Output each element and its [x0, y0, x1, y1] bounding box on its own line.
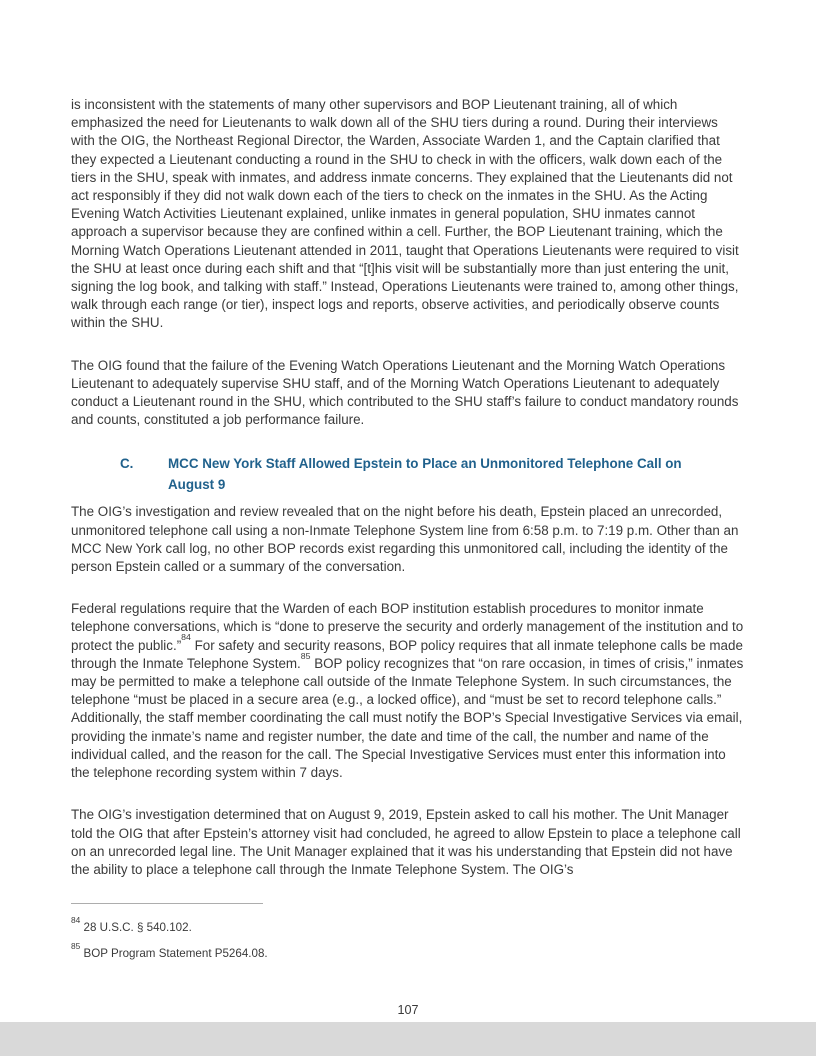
footnote-85	[71, 941, 745, 961]
paragraph-telephone-policy: Federal regulations require that the Warden of each BOP institution establish procedures to monitor inmate telephone conversations, which is “done to preserve the security and orderly management of the institution and to protect the public.”$^{84}$ For safety and security reasons, BOP policy requires that all inmate telephone calls be made through the Inmate Telephone System.$^{85}$ BOP policy recognizes that “on rare occasion, in times of crisis,” inmates may be permitted to make a telephone call outside of the Inmate Telephone System. In such circumstances, the telephone “must be placed in a secure area (e.g., a locked office), and “must be set to record telephone calls.” Additionally, the staff member coordinating the call must notify the BOP’s Special Investigative Services via email, providing the inmate’s name and register number, the date and time of the call, the number and name of the individual called, and the reason for the call. The Special Investigative Services must enter this information into the telephone recording system within 7 days.	[71, 601, 744, 781]
footnote-85-marker: 85	[71, 941, 81, 952]
footnote-84-marker: 84	[71, 915, 81, 926]
page-bottom-strip	[0, 1022, 816, 1056]
page-number: 107	[397, 1003, 419, 1018]
footnote-ref: 84	[181, 632, 191, 643]
footnote-separator	[71, 903, 263, 904]
section-heading-c	[120, 453, 745, 495]
footnote-85-text: BOP Program Statement P5264.08.	[83, 947, 268, 961]
section-heading-label: C.	[120, 456, 134, 472]
footnote-84	[71, 915, 745, 935]
footnote-84-text: 28 U.S.C. § 540.102.	[83, 921, 192, 935]
footnote-ref: 85	[300, 650, 311, 661]
body-paragraph-1: is inconsistent with the statements of many other supervisors and BOP Lieutenant training, all of which emphasized the need for Lieutenants to walk down all of the SHU tiers during a round. During their interviews with the OIG, the Northeast Regional Director, the Warden, Associate Warden 1, and the Captain clarified that they expected a Lieutenant conducting a round in the SHU to check in with the officers, walk down each of the tiers in the SHU, speak with inmates, and address inmate concerns. They explained that the Lieutenants did not act responsibly if they did not walk down each of the tiers to check on the inmates in the SHU. As the Acting Evening Watch Activities Lieutenant explained, unlike inmates in general population, SHU inmates cannot approach a supervisor because they are confined within a cell. Further, the BOP Lieutenant training, which the Morning Watch Operations Lieutenant attended in 2011, taught that Operations Lieutenants were required to visit the SHU at least once during each shift and that “[t]his visit will be substantially more than just entering the unit, signing the log book, and talking with staff.” Instead, Operations Lieutenants were trained to, among other things, walk through each range (or tier), inspect logs and reports, observe activities, and periodically observe counts within the SHU.	[71, 97, 739, 331]
body-paragraph-2: The OIG found that the failure of the Evening Watch Operations Lieutenant and the Morning Watch Operations Lieutenant to adequately supervise SHU staff, and of the Morning Watch Operations Lieutenant to adequately conduct a Lieutenant round in the SHU, which contributed to the SHU staff’s failure to conduct mandatory rounds and counts, constituted a job performance failure.	[71, 357, 739, 428]
body-paragraph-3: The OIG’s investigation and review revealed that on the night before his death, Epstein placed an unrecorded, unmonitored telephone call using a non-Inmate Telephone System line from 6:58 p.m. to 7:19 p.m. Other than an MCC New York call log, no other BOP records exist regarding this unmonitored call, including the identity of the person Epstein called or a summary of the conversation.	[71, 504, 739, 575]
body-paragraph-5: The OIG’s investigation determined that on August 9, 2019, Epstein asked to call his mother. The Unit Manager told the OIG that after Epstein’s attorney visit had concluded, he agreed to allow Epstein to place a telephone call on an unrecorded legal line. The Unit Manager explained that it was his understanding that Epstein did not have the ability to place a telephone call through the Inmate Telephone System. The OIG’s	[71, 807, 741, 877]
section-heading-text: MCC New York Staff Allowed Epstein to Place an Unmonitored Telephone Call on August 9	[168, 456, 682, 493]
